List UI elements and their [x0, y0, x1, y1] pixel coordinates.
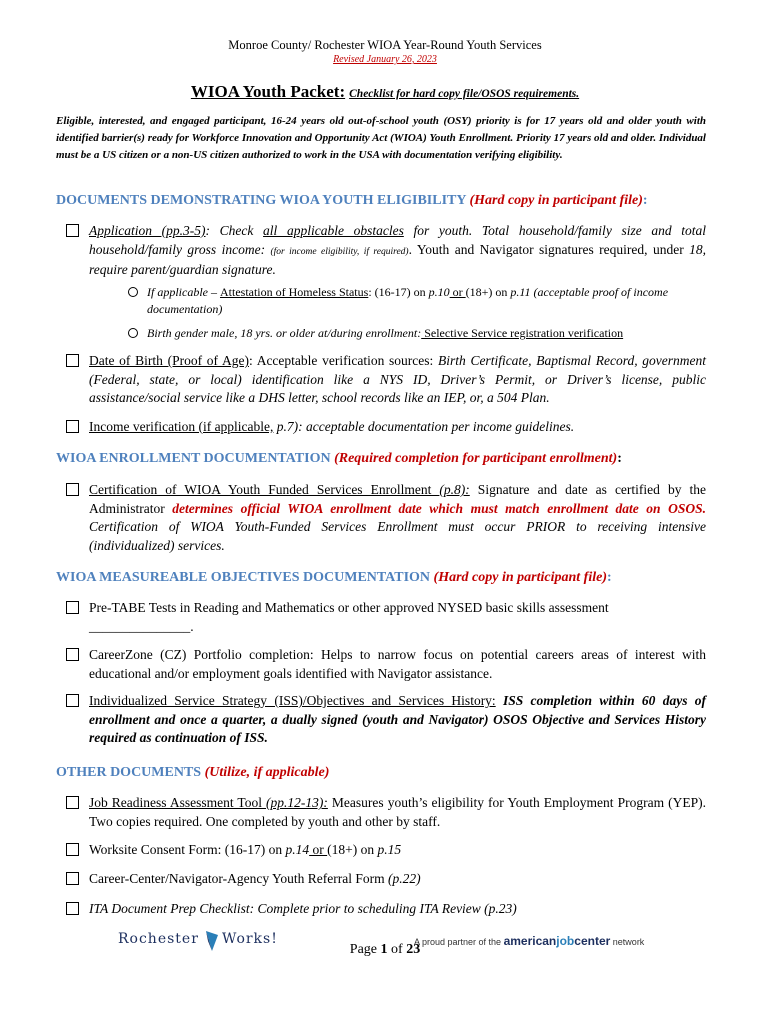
text-span: 23 [406, 942, 421, 957]
checkbox[interactable] [66, 354, 79, 367]
text-span: p.7) [273, 419, 299, 434]
text-span: If applicable – [147, 285, 220, 299]
text-span: american [503, 934, 557, 948]
sub-item-selective-service [128, 325, 708, 342]
text-span: or [309, 842, 328, 857]
checklist-item-job-readiness [66, 794, 706, 831]
text-span: Certification of WIOA Youth Funded Services Enrollment [89, 482, 440, 497]
text-span: p.14 [285, 842, 310, 857]
text-span: job [556, 934, 575, 948]
checkbox[interactable] [66, 601, 79, 614]
text-span: ISS completion within 60 days of enrollment and once a quarter, a dually signed (youth and Navigator) OSOS Objective and Services History required as continuation of ISS. [89, 693, 706, 745]
text-span: 1 [380, 942, 388, 957]
text-span: (18+) on [327, 842, 378, 857]
checklist-item-careerzone [66, 646, 706, 683]
checklist-item-dob [66, 352, 706, 408]
text-span: network [610, 937, 645, 947]
checkbox[interactable] [66, 224, 79, 237]
checklist-item-referral [66, 870, 706, 889]
section-note: (Hard copy in participant file) [469, 193, 643, 208]
text-span: for youth. Total household/family size and total household/family gross income: [89, 223, 707, 257]
section-eligibility [56, 193, 716, 209]
checkbox[interactable] [66, 796, 79, 809]
text-span: ITA Document Prep Checklist: Complete prior to scheduling ITA Review (p.23) [89, 901, 517, 916]
text-span: Income verification (if applicable, [89, 419, 274, 434]
section-enrollment [56, 451, 716, 467]
logo-text-right: Works! [222, 931, 278, 947]
text-span: Pre-TABE Tests in Reading and Mathematics or other approved NYSED basic skills assessment [89, 600, 609, 615]
text-span: (for income eligibility, if required) [270, 246, 409, 257]
checklist-item-iss [66, 692, 706, 748]
text-span: p.15 [377, 842, 402, 857]
section-measurable [56, 570, 716, 586]
text-span: : (16-17) on [368, 285, 429, 299]
checklist-item-income [66, 418, 706, 437]
text-span: : Check [205, 223, 264, 238]
text-span: (pp.12-13): [266, 795, 328, 810]
text-span: 18, require parent/guardian signature. [89, 241, 706, 277]
intro-paragraph: Eligible, interested, and engaged participant, 16-24 years old out-of-school youth (OSY) priority is for 17 years old and older youth with identified barrier(s) ready for Workforce Innovation and Opportunity Act (WIOA) Youth Enrollment. Priority 17 years old and older. Individual must be a US citizen or a non-US citizen authorized to work in the USA with documentation verifying eligibility. [56, 115, 706, 161]
revised-date: Revised January 26, 2023 [333, 54, 437, 65]
section-end: : [642, 193, 648, 208]
text-span: p.11 (acceptable proof of income documentation) [147, 285, 669, 316]
section-other [56, 765, 716, 781]
text-span: (p.22) [388, 871, 421, 886]
text-span: all applicable obstacles [263, 223, 404, 238]
text-span: Selective Service registration verification [421, 326, 624, 340]
text-span: Job Readiness Assessment Tool [89, 795, 267, 810]
text-span: (p.8): [439, 482, 470, 497]
checklist-item-tabe [66, 599, 706, 636]
section-title: DOCUMENTS DEMONSTRATING WIOA YOUTH ELIGIBILITY [56, 193, 466, 208]
text-span: Date of Birth (Proof of Age) [89, 353, 249, 368]
text-span: : Acceptable verification sources: [248, 353, 438, 368]
sub-item-homeless [128, 284, 708, 318]
document-header: Monroe County/ Rochester WIOA Year-Round Youth Services [228, 38, 542, 52]
text-span: Birth gender male, 18 yrs. or older at/during enrollment: [147, 326, 422, 340]
radio-circle[interactable] [128, 287, 138, 297]
section-title: WIOA MEASUREABLE OBJECTIVES DOCUMENTATION [56, 570, 431, 585]
text-span: Individualized Service Strategy (ISS)/Objectives and Services History: [89, 693, 496, 708]
section-title: WIOA ENROLLMENT DOCUMENTATION [56, 451, 331, 466]
checkbox[interactable] [66, 872, 79, 885]
text-span: center [574, 934, 611, 948]
checklist-item-ita [66, 900, 706, 919]
text-span: p.10 [428, 285, 450, 299]
section-title: OTHER DOCUMENTS [56, 765, 202, 780]
text-span: Worksite Consent Form: (16-17) on [89, 842, 286, 857]
radio-circle[interactable] [128, 328, 138, 338]
text-span: Birth Certificate, Baptismal Record, government (Federal, state, or local) identification like a NYS ID, Driver’s Permit, or Driver’s license, public assistance/social service like a DHS letter, school records like an IEP, or, a 504 Plan. [89, 353, 706, 405]
checklist-item-worksite [66, 841, 706, 860]
checkbox[interactable] [66, 648, 79, 661]
title-sub: Checklist for hard copy file/OSOS requirements. [349, 88, 580, 100]
section-note: (Required completion for participant enrollment) [334, 451, 618, 466]
application-link: Application (pp.3-5) [89, 223, 206, 238]
text-span: Attestation of Homeless Status [219, 285, 369, 299]
text-span: Certification of WIOA Youth-Funded Services Enrollment must occur PRIOR to receiving intensive (individualized) services. [89, 519, 706, 553]
checkbox[interactable] [66, 843, 79, 856]
checklist-item-application [66, 222, 706, 280]
text-span: A proud partner of the [414, 937, 504, 947]
text-span: determines official WIOA enrollment date which must match enrollment date on OSOS. [172, 500, 706, 516]
checkbox[interactable] [66, 420, 79, 433]
logo-text-left: Rochester [118, 931, 199, 947]
ajc-partner-logo [414, 934, 644, 948]
text-span: _______________. [89, 618, 194, 634]
text-span: . Youth and Navigator signatures required, under [408, 241, 690, 257]
text-span: Measures youth’s eligibility for Youth Employment Program (YEP). Two copies required. One completed by youth and other by staff. [89, 795, 706, 829]
text-span: : acceptable documentation per income guidelines. [298, 419, 575, 434]
checkbox[interactable] [66, 694, 79, 707]
document-title [0, 82, 770, 102]
section-note: (Utilize, if applicable) [204, 765, 330, 780]
section-end: : [606, 570, 612, 585]
checkbox[interactable] [66, 483, 79, 496]
checkbox[interactable] [66, 902, 79, 915]
checklist-item-certification [66, 481, 706, 555]
text-span: Signature and date as certified by the Administrator [89, 482, 706, 516]
title-main: WIOA Youth Packet: [190, 82, 346, 101]
section-note: (Hard copy in participant file) [433, 570, 607, 585]
text-span: Page [349, 942, 381, 957]
text-span: or [449, 285, 466, 299]
section-end: : [617, 451, 622, 466]
text-span: CareerZone (CZ) Portfolio completion: Helps to narrow focus on potential careers areas of interest with educational and/or employment goals identified with Navigator assistance. [89, 647, 706, 681]
text-span: (18+) on [465, 285, 511, 299]
text-span: of [387, 942, 407, 957]
page-number [0, 942, 770, 958]
text-span: Career-Center/Navigator-Agency Youth Referral Form [89, 871, 388, 886]
